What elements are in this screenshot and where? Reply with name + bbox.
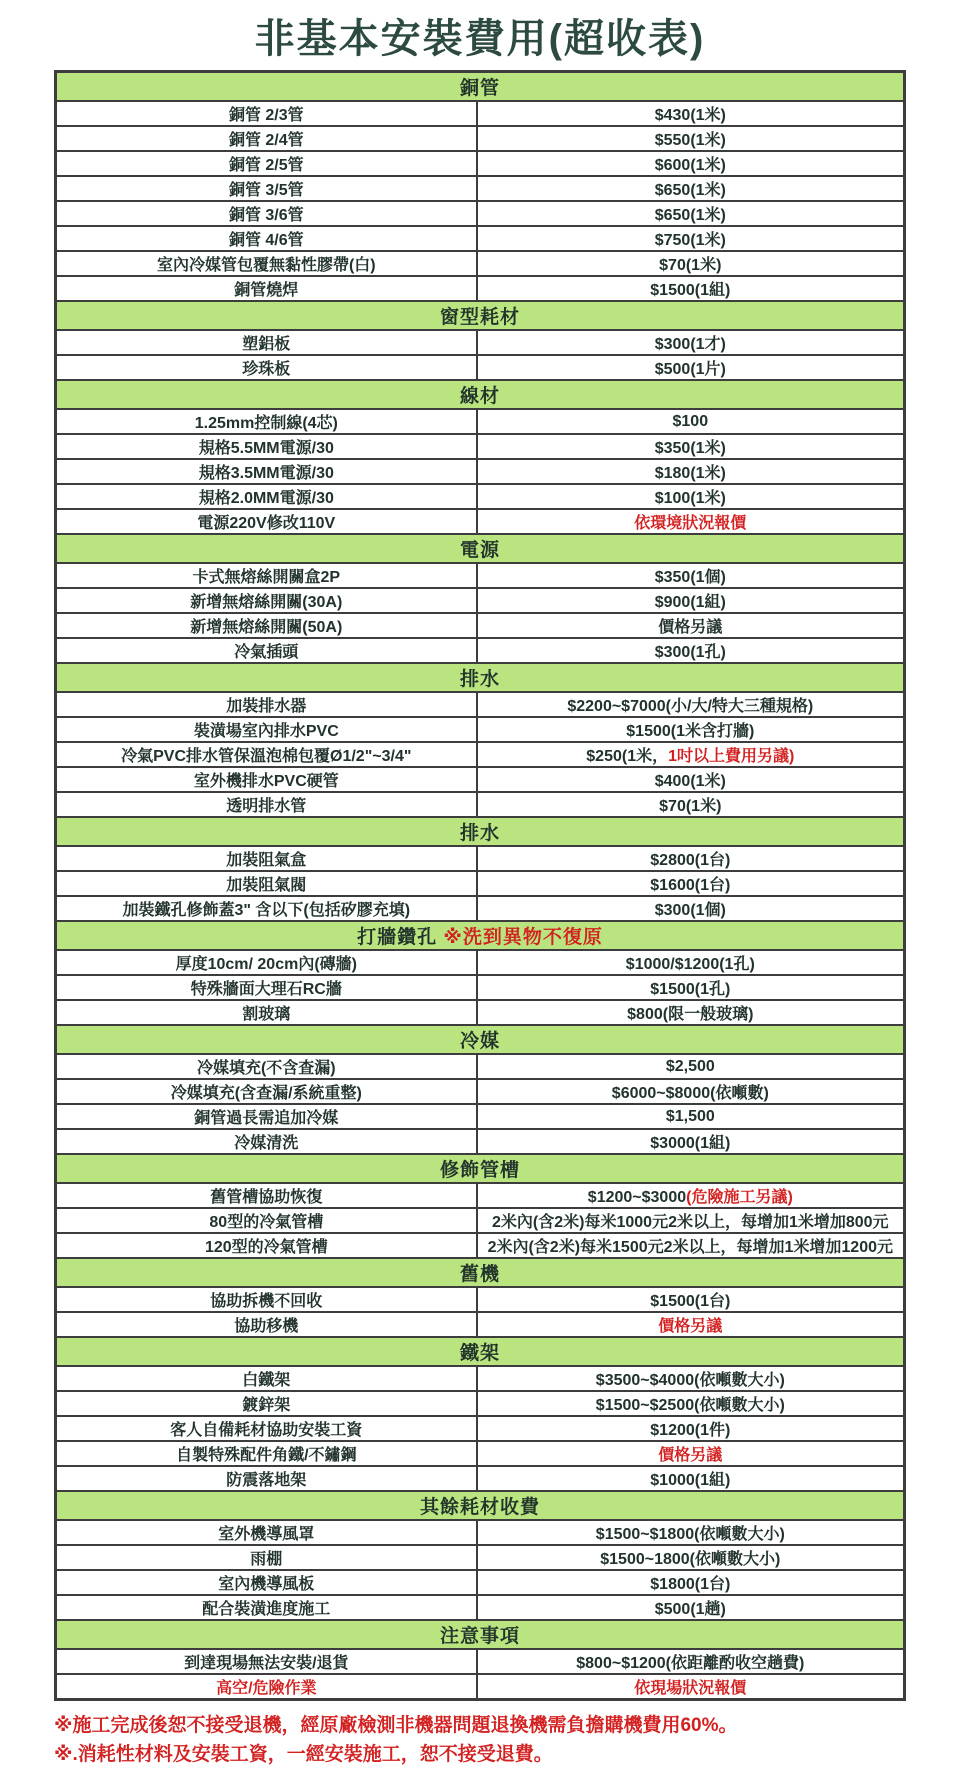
text-part: $650(1米) [654, 207, 726, 224]
value-cell [477, 434, 905, 459]
item-cell [56, 434, 477, 459]
section-header-row [56, 817, 905, 846]
table-row [56, 613, 905, 638]
section-header-row [56, 663, 905, 692]
section-header [56, 534, 905, 563]
table-row [56, 355, 905, 380]
text-part: 卡式無熔絲開關盒2P [192, 569, 341, 586]
value-cell [477, 151, 905, 176]
text-part: 新增無熔絲開關(30A) [190, 594, 343, 611]
item-cell [56, 896, 477, 921]
text-part: $500(1片) [654, 361, 726, 378]
section-header [56, 817, 905, 846]
table-row [56, 1391, 905, 1416]
item-cell [56, 767, 477, 792]
text-part: $1500(1米含打牆) [626, 723, 755, 740]
text-part: 冷媒 [459, 1031, 500, 1052]
item-cell [56, 1000, 477, 1025]
item-cell [56, 1104, 477, 1129]
text-part: $400(1米) [654, 773, 726, 790]
item-cell [56, 1520, 477, 1545]
table-row [56, 1054, 905, 1079]
text-part: 冷媒清洗 [234, 1135, 299, 1152]
text-part: 協助拆機不回收 [210, 1293, 323, 1310]
table-row [56, 226, 905, 251]
table-row [56, 1649, 905, 1674]
text-part: 2米內(含2米)每米1500元2米以上，每增加1米增加1200元 [487, 1239, 894, 1256]
value-cell [477, 1391, 905, 1416]
text-part: 珍珠板 [242, 361, 291, 378]
page-title: 非基本安裝費用(超收表) [254, 17, 706, 61]
table-row [56, 1129, 905, 1154]
table-row [56, 1104, 905, 1129]
text-part: $900(1組) [654, 594, 726, 611]
table-row [56, 176, 905, 201]
item-cell [56, 1441, 477, 1466]
value-cell [477, 1312, 905, 1337]
footer-note: ※施工完成後恕不接受退機，經原廠檢測非機器問題退換機需負擔購機費用60%。 [54, 1715, 738, 1736]
section-header-row [56, 1258, 905, 1287]
section-header [56, 1154, 905, 1183]
value-cell [477, 459, 905, 484]
table-row [56, 1183, 905, 1208]
value-cell [477, 792, 905, 817]
table-row [56, 742, 905, 767]
table-row [56, 1545, 905, 1570]
item-cell [56, 355, 477, 380]
text-part: $300(1孔) [654, 644, 726, 661]
table-row [56, 871, 905, 896]
item-cell [56, 101, 477, 126]
value-cell [477, 588, 905, 613]
text-part: 配合裝潢進度施工 [202, 1601, 331, 1618]
table-row [56, 692, 905, 717]
table-row [56, 126, 905, 151]
item-cell [56, 563, 477, 588]
footer-note: ※.消耗性材料及安裝工資，一經安裝施工，恕不接受退費。 [54, 1744, 553, 1766]
item-cell [56, 871, 477, 896]
section-header [56, 1491, 905, 1520]
item-cell [56, 1466, 477, 1491]
item-cell [56, 409, 477, 434]
text-part: 室外機排水PVC硬管 [193, 773, 339, 790]
text-part: $550(1米) [654, 132, 726, 149]
text-part: 室內冷媒管包覆無黏性膠帶(白) [156, 257, 376, 274]
item-cell [56, 1233, 477, 1258]
item-cell [56, 638, 477, 663]
text-part: 防震落地架 [226, 1472, 307, 1489]
section-header [56, 663, 905, 692]
text-part: $600(1米) [654, 157, 726, 174]
item-cell [56, 226, 477, 251]
table-row [56, 1570, 905, 1595]
section-header [56, 380, 905, 409]
value-cell [477, 409, 905, 434]
item-cell [56, 950, 477, 975]
text-part: $1800(1台) [650, 1576, 731, 1593]
section-header-row [56, 921, 905, 950]
item-cell [56, 1183, 477, 1208]
text-part: $70(1米) [659, 798, 722, 815]
text-part: 規格2.0MM電源/30 [198, 490, 334, 507]
text-part: 裝潢場室內排水PVC [193, 723, 339, 740]
value-cell [477, 638, 905, 663]
text-part: $1600(1台) [650, 877, 731, 894]
text-part: 冷氣插頭 [234, 644, 299, 661]
section-header [56, 1337, 905, 1366]
text-part: 透明排水管 [226, 798, 307, 815]
table-row [56, 1366, 905, 1391]
text-part: $70(1米) [659, 257, 722, 274]
text-part: 加裝阻氣閥 [226, 877, 307, 894]
value-cell [477, 1545, 905, 1570]
section-header [56, 1620, 905, 1649]
text-part: $100 [672, 412, 709, 430]
value-cell [477, 1079, 905, 1104]
item-cell [56, 509, 477, 534]
item-cell [56, 1208, 477, 1233]
item-cell [56, 1416, 477, 1441]
item-cell [56, 126, 477, 151]
table-row [56, 509, 905, 534]
text-part: 銅管燒焊 [234, 282, 299, 299]
text-part: $3500~$4000(依噸數大小) [595, 1372, 785, 1389]
value-cell [477, 896, 905, 921]
item-cell [56, 846, 477, 871]
text-part: (危險施工另議) [686, 1189, 793, 1206]
section-header [56, 301, 905, 330]
item-cell [56, 484, 477, 509]
value-cell [477, 1649, 905, 1674]
value-cell [477, 101, 905, 126]
text-part: 室內機導風板 [218, 1576, 315, 1593]
text-part: $180(1米) [654, 465, 726, 482]
text-part: $800(限一般玻璃) [627, 1006, 754, 1023]
section-header-row [56, 1025, 905, 1054]
text-part: 依現場狀況報價 [634, 1680, 747, 1697]
table-row [56, 151, 905, 176]
text-part: 1.25mm控制線(4芯) [194, 415, 338, 432]
text-part: $1000/$1200(1孔) [625, 956, 755, 973]
item-cell [56, 588, 477, 613]
value-cell [477, 1570, 905, 1595]
text-part: 銅管 2/3管 [228, 107, 304, 124]
value-cell [477, 1054, 905, 1079]
text-part: 規格5.5MM電源/30 [198, 440, 334, 457]
text-part: $2200~$7000(小/大/特大三種規格) [567, 698, 814, 715]
table-row [56, 767, 905, 792]
item-cell [56, 276, 477, 301]
section-header [56, 921, 905, 950]
text-part: $2,500 [665, 1057, 715, 1075]
text-part: $100(1米) [654, 490, 726, 507]
table-row [56, 1595, 905, 1620]
text-part: $1200(1件) [650, 1422, 731, 1439]
section-header-row [56, 1154, 905, 1183]
text-part: $1500~1800(依噸數大小) [600, 1551, 781, 1568]
table-row [56, 1000, 905, 1025]
text-part: 客人自備耗材協助安裝工資 [170, 1422, 363, 1439]
text-part: 鍍鋅架 [242, 1397, 291, 1414]
value-cell [477, 1233, 905, 1258]
text-part: 銅管過長需追加冷媒 [194, 1110, 339, 1127]
value-cell [477, 871, 905, 896]
item-cell [56, 1054, 477, 1079]
text-part: 高空/危險作業 [216, 1680, 317, 1697]
text-part: 加裝阻氣盒 [226, 852, 307, 869]
table-row [56, 101, 905, 126]
text-part: $1200~$3000 [587, 1189, 687, 1206]
item-cell [56, 1391, 477, 1416]
item-cell [56, 717, 477, 742]
table-row [56, 717, 905, 742]
text-part: $3000(1組) [650, 1135, 731, 1152]
text-part: $1500~$2500(依噸數大小) [595, 1397, 785, 1414]
value-cell [477, 950, 905, 975]
value-cell [477, 226, 905, 251]
text-part: 鐵架 [459, 1343, 500, 1364]
table-row [56, 1520, 905, 1545]
value-cell [477, 484, 905, 509]
text-part: 窗型耗材 [439, 307, 520, 328]
table-row [56, 638, 905, 663]
text-part: 冷媒填充(不含查漏) [196, 1060, 336, 1077]
table-row [56, 434, 905, 459]
text-part: 塑鋁板 [242, 336, 291, 353]
value-cell [477, 1674, 905, 1700]
text-part: $350(1米) [654, 440, 726, 457]
item-cell [56, 176, 477, 201]
text-part: $1500(1孔) [650, 981, 731, 998]
text-part: ※洗到異物不復原 [443, 927, 603, 948]
table-row [56, 1466, 905, 1491]
value-cell [477, 201, 905, 226]
text-part: 割玻璃 [242, 1006, 291, 1023]
text-part: 銅管 [459, 78, 500, 99]
text-part: 雨棚 [250, 1551, 283, 1568]
text-part: 電源 [459, 540, 500, 561]
text-part: 舊管槽協助恢復 [210, 1189, 323, 1206]
table-row [56, 846, 905, 871]
value-cell [477, 1366, 905, 1391]
text-part: 冷媒填充(含查漏/系統重整) [170, 1085, 362, 1102]
table-row [56, 950, 905, 975]
value-cell [477, 563, 905, 588]
text-part: $6000~$8000(依噸數) [611, 1085, 769, 1102]
section-header-row [56, 1620, 905, 1649]
item-cell [56, 692, 477, 717]
item-cell [56, 1570, 477, 1595]
text-part: 2米內(含2米)每米1000元2米以上，每增加1米增加800元 [492, 1214, 889, 1231]
table-row [56, 1079, 905, 1104]
value-cell [477, 1466, 905, 1491]
value-cell [477, 330, 905, 355]
section-header-row [56, 72, 905, 102]
table-row [56, 588, 905, 613]
item-cell [56, 1079, 477, 1104]
text-part: 銅管 2/4管 [228, 132, 304, 149]
text-part: 線材 [459, 386, 500, 407]
text-part: 打牆鑽孔 [357, 927, 444, 948]
text-part: $2800(1台) [650, 852, 731, 869]
item-cell [56, 1545, 477, 1570]
item-cell [56, 151, 477, 176]
value-cell [477, 509, 905, 534]
item-cell [56, 1312, 477, 1337]
value-cell [477, 1441, 905, 1466]
table-row [56, 251, 905, 276]
text-part: 銅管 4/6管 [228, 232, 304, 249]
text-part: 加裝鐵孔修飾蓋3" 含以下(包括矽膠充填) [122, 902, 411, 919]
value-cell [477, 1595, 905, 1620]
text-part: 依環境狀況報價 [634, 515, 747, 532]
section-header-row [56, 1491, 905, 1520]
item-cell [56, 1649, 477, 1674]
text-part: 修飾管槽 [439, 1160, 520, 1181]
text-part: 價格另議 [658, 1318, 723, 1335]
table-row [56, 896, 905, 921]
item-cell [56, 201, 477, 226]
value-cell [477, 717, 905, 742]
table-row [56, 563, 905, 588]
section-header-row [56, 1337, 905, 1366]
section-header-row [56, 534, 905, 563]
text-part: $1500(1組) [650, 282, 731, 299]
text-part: 規格3.5MM電源/30 [198, 465, 334, 482]
text-part: 價格另議 [658, 1447, 723, 1464]
text-part: $250(1米， [586, 748, 669, 765]
value-cell [477, 1183, 905, 1208]
text-part: $1500~$1800(依噸數大小) [595, 1526, 785, 1543]
value-cell [477, 1208, 905, 1233]
text-part: $650(1米) [654, 182, 726, 199]
item-cell [56, 1287, 477, 1312]
text-part: 特殊牆面大理石RC牆 [190, 981, 342, 998]
text-part: 室外機導風罩 [218, 1526, 315, 1543]
value-cell [477, 1000, 905, 1025]
table-row [56, 201, 905, 226]
text-part: 銅管 3/5管 [228, 182, 304, 199]
text-part: 其餘耗材收費 [419, 1497, 540, 1518]
text-part: $500(1趟) [654, 1601, 726, 1618]
value-cell [477, 126, 905, 151]
item-cell [56, 613, 477, 638]
value-cell [477, 1104, 905, 1129]
table-row [56, 276, 905, 301]
text-part: $1,500 [665, 1107, 715, 1125]
item-cell [56, 975, 477, 1000]
value-cell [477, 742, 905, 767]
fee-table [54, 70, 906, 1701]
text-part: 協助移機 [234, 1318, 299, 1335]
value-cell [477, 1287, 905, 1312]
text-part: $1000(1組) [650, 1472, 731, 1489]
value-cell [477, 975, 905, 1000]
item-cell [56, 1366, 477, 1391]
table-row [56, 1312, 905, 1337]
text-part: 舊機 [459, 1264, 500, 1285]
text-part: 價格另議 [658, 619, 723, 636]
value-cell [477, 1129, 905, 1154]
value-cell [477, 613, 905, 638]
value-cell [477, 355, 905, 380]
text-part: 厚度10cm/ 20cm內(磚牆) [175, 956, 357, 973]
text-part: 1吋以上費用另議) [668, 748, 795, 765]
text-part: $430(1米) [654, 107, 726, 124]
value-cell [477, 767, 905, 792]
item-cell [56, 792, 477, 817]
item-cell [56, 742, 477, 767]
section-header-row [56, 380, 905, 409]
table-row [56, 1441, 905, 1466]
footer-notes [54, 1711, 960, 1770]
table-row [56, 1287, 905, 1312]
text-part: 120型的冷氣管槽 [204, 1239, 328, 1256]
text-part: 新增無熔絲開關(50A) [190, 619, 343, 636]
text-part: 到達現場無法安裝/退貨 [184, 1655, 349, 1672]
text-part: 排水 [459, 669, 500, 690]
item-cell [56, 330, 477, 355]
text-part: $800~$1200(依距離酌收空趟費) [576, 1655, 805, 1672]
text-part: $750(1米) [654, 232, 726, 249]
text-part: $300(1才) [654, 336, 726, 353]
section-header [56, 72, 905, 102]
table-row [56, 1208, 905, 1233]
value-cell [477, 1416, 905, 1441]
table-row [56, 409, 905, 434]
item-cell [56, 1129, 477, 1154]
table-row [56, 330, 905, 355]
text-part: 注意事項 [439, 1626, 520, 1647]
text-part: 銅管 2/5管 [228, 157, 304, 174]
table-row [56, 459, 905, 484]
table-row [56, 484, 905, 509]
section-header-row [56, 301, 905, 330]
value-cell [477, 692, 905, 717]
value-cell [477, 276, 905, 301]
text-part: 排水 [459, 823, 500, 844]
text-part: 白鐵架 [242, 1372, 291, 1389]
item-cell [56, 1595, 477, 1620]
text-part: 自製特殊配件角鐵/不鏽鋼 [176, 1447, 357, 1464]
table-row [56, 1233, 905, 1258]
text-part: 80型的冷氣管槽 [209, 1214, 324, 1231]
value-cell [477, 176, 905, 201]
item-cell [56, 1674, 477, 1700]
value-cell [477, 846, 905, 871]
value-cell [477, 251, 905, 276]
text-part: 電源220V修改110V [197, 515, 336, 532]
section-header [56, 1025, 905, 1054]
text-part: $300(1個) [654, 902, 726, 919]
table-row [56, 1416, 905, 1441]
value-cell [477, 1520, 905, 1545]
text-part: $1500(1台) [650, 1293, 731, 1310]
text-part: 銅管 3/6管 [228, 207, 304, 224]
section-header [56, 1258, 905, 1287]
text-part: 加裝排水器 [226, 698, 307, 715]
table-row [56, 975, 905, 1000]
fee-table-body [56, 72, 905, 1700]
item-cell [56, 459, 477, 484]
text-part: $350(1個) [654, 569, 726, 586]
text-part: 冷氣PVC排水管保溫泡棉包覆Ø1/2"~3/4" [121, 748, 412, 765]
table-row [56, 1674, 905, 1700]
item-cell [56, 251, 477, 276]
table-row [56, 792, 905, 817]
